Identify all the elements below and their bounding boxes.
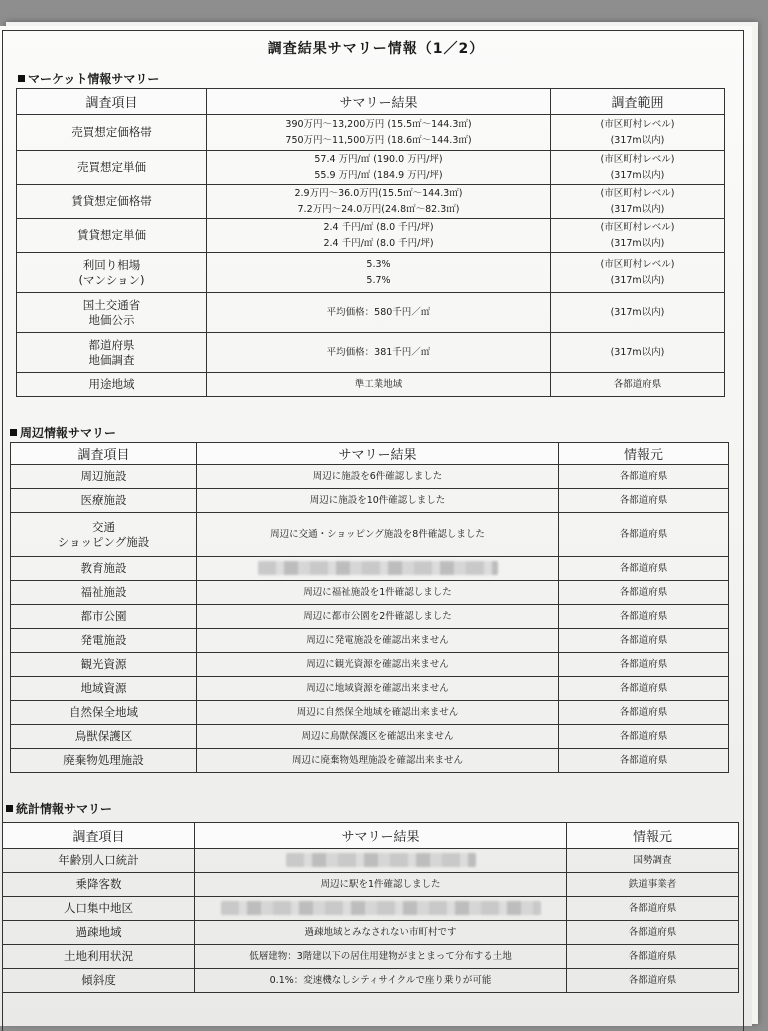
item-label: 鳥獣保護区 xyxy=(74,729,133,743)
result-line: 2.9万円～36.0万円(15.5㎡～144.3㎡) xyxy=(294,187,463,199)
result-line: 57.4 万円/㎡ (190.0 万円/坪) xyxy=(314,153,443,165)
table-row xyxy=(3,849,739,873)
item-cell xyxy=(11,725,197,749)
item-label: (マンション) xyxy=(78,272,145,287)
item-label: 利回り相場 xyxy=(82,257,141,272)
item-label: 観光資源 xyxy=(80,657,127,671)
result-line: 周辺に発電施設を確認出来ません xyxy=(306,634,449,646)
source-cell xyxy=(559,465,729,489)
result-cell xyxy=(195,849,567,873)
result-cell xyxy=(197,725,559,749)
item-label: 乗降客数 xyxy=(75,877,122,891)
item-label: 地域資源 xyxy=(80,681,127,695)
source-cell xyxy=(559,701,729,725)
scope-line: (市区町村レベル) xyxy=(600,187,675,199)
source-cell xyxy=(559,653,729,677)
statistics-heading-text: 統計情報サマリー xyxy=(16,802,113,816)
source-cell xyxy=(559,677,729,701)
item-cell xyxy=(17,333,207,373)
source-line: 各都道府県 xyxy=(619,610,668,622)
bullet-square-icon xyxy=(6,805,13,812)
result-line: 2.4 千円/㎡ (8.0 千円/坪) xyxy=(323,237,434,249)
result-cell xyxy=(197,513,559,557)
scope-line: (市区町村レベル) xyxy=(600,118,675,130)
item-label: 医療施設 xyxy=(80,493,127,507)
item-label: 周辺施設 xyxy=(80,469,127,483)
source-cell xyxy=(559,513,729,557)
item-label: 国土交通省 xyxy=(82,297,141,312)
statistics-table xyxy=(2,822,739,993)
table-row xyxy=(17,253,725,293)
item-cell xyxy=(3,873,195,897)
item-label: 年齢別人口統計 xyxy=(58,853,139,867)
header-result: サマリー結果 xyxy=(207,89,551,115)
result-cell xyxy=(207,373,551,397)
result-line: 過疎地域とみなされない市町村です xyxy=(304,926,457,938)
result-cell xyxy=(197,605,559,629)
header-item: 調査項目 xyxy=(11,443,197,465)
scope-cell xyxy=(551,333,725,373)
item-cell xyxy=(11,629,197,653)
item-cell xyxy=(17,373,207,397)
table-row xyxy=(11,725,729,749)
result-cell xyxy=(195,897,567,921)
market-section-heading xyxy=(18,70,159,87)
result-cell xyxy=(207,185,551,219)
header-result: サマリー結果 xyxy=(195,823,567,849)
item-cell xyxy=(3,897,195,921)
table-row xyxy=(11,513,729,557)
scope-line: (317m以内) xyxy=(610,346,665,358)
report-sheet xyxy=(0,26,752,1026)
source-cell xyxy=(567,921,739,945)
surroundings-header-row xyxy=(11,443,729,465)
result-line: 低層建物：3階建以下の居住用建物がまとまって分布する土地 xyxy=(249,950,512,962)
result-cell xyxy=(195,969,567,993)
result-line: 周辺に駅を1件確認しました xyxy=(320,878,441,890)
redacted-text xyxy=(286,853,476,867)
item-label: 売買想定価格帯 xyxy=(71,125,152,139)
result-line: 7.2万円～24.0万円(24.8㎡～82.3㎡) xyxy=(297,203,460,215)
item-label: 売買想定単価 xyxy=(77,160,146,174)
market-table xyxy=(16,88,725,397)
source-line: 各都道府県 xyxy=(619,706,668,718)
header-item: 調査項目 xyxy=(3,823,195,849)
scope-line: (317m以内) xyxy=(610,306,665,318)
item-label: 地価調査 xyxy=(88,352,135,367)
item-cell xyxy=(3,945,195,969)
item-label: 福祉施設 xyxy=(80,585,127,599)
item-label: 都道府県 xyxy=(88,337,135,352)
table-row xyxy=(17,115,725,151)
statistics-header-row xyxy=(3,823,739,849)
scope-line: (317m以内) xyxy=(610,274,665,286)
source-line: 各都道府県 xyxy=(619,562,668,574)
statistics-section-heading xyxy=(6,800,112,817)
table-row xyxy=(17,185,725,219)
table-row xyxy=(11,605,729,629)
item-cell xyxy=(3,921,195,945)
item-cell xyxy=(11,465,197,489)
item-cell xyxy=(11,605,197,629)
market-header-row xyxy=(17,89,725,115)
item-cell xyxy=(11,653,197,677)
result-line: 周辺に廃棄物処理施設を確認出来ません xyxy=(291,754,463,766)
table-row xyxy=(17,293,725,333)
result-line: 周辺に自然保全地域を確認出来ません xyxy=(296,706,459,718)
bullet-square-icon xyxy=(18,75,25,82)
header-source: 情報元 xyxy=(567,823,739,849)
surroundings-section-heading xyxy=(10,424,116,441)
result-cell xyxy=(197,749,559,773)
table-row xyxy=(11,489,729,513)
result-line: 0.1%：変速機なしシティサイクルで座り乗りが可能 xyxy=(269,974,492,986)
item-cell xyxy=(17,219,207,253)
result-line: 平均価格：580千円／㎡ xyxy=(326,306,431,318)
table-row xyxy=(17,219,725,253)
source-cell xyxy=(559,489,729,513)
item-label: ショッピング施設 xyxy=(57,534,150,549)
result-line: 5.7% xyxy=(366,274,391,286)
scope-cell xyxy=(551,373,725,397)
surroundings-table xyxy=(10,442,729,773)
scope-line: 各都道府県 xyxy=(613,378,662,390)
result-cell xyxy=(195,921,567,945)
table-row xyxy=(17,373,725,397)
page-title: 調査結果サマリー情報（1／2） xyxy=(267,41,485,57)
item-cell xyxy=(11,677,197,701)
table-row xyxy=(17,151,725,185)
table-row xyxy=(3,873,739,897)
source-line: 各都道府県 xyxy=(628,950,677,962)
header-scope: 調査範囲 xyxy=(551,89,725,115)
source-line: 各都道府県 xyxy=(619,470,668,482)
result-cell xyxy=(207,293,551,333)
source-cell xyxy=(567,969,739,993)
result-line: 390万円～13,200万円 (15.5㎡～144.3㎡) xyxy=(285,118,472,130)
result-line: 5.3% xyxy=(366,258,391,270)
item-label: 賃貸想定単価 xyxy=(77,228,146,242)
scope-cell xyxy=(551,115,725,151)
table-row xyxy=(17,333,725,373)
scope-line: (317m以内) xyxy=(610,169,665,181)
item-label: 発電施設 xyxy=(80,633,127,647)
source-line: 国勢調査 xyxy=(633,854,672,866)
header-result: サマリー結果 xyxy=(197,443,559,465)
item-label: 用途地域 xyxy=(88,377,135,391)
source-cell xyxy=(559,749,729,773)
source-cell xyxy=(559,629,729,653)
item-label: 土地利用状況 xyxy=(64,949,133,963)
result-line: 周辺に都市公園を2件確認しました xyxy=(303,610,452,622)
result-line: 750万円～11,500万円 (18.6㎡～144.3㎡) xyxy=(285,134,472,146)
source-line: 鉄道事業者 xyxy=(628,878,677,890)
item-cell xyxy=(11,489,197,513)
table-row xyxy=(11,629,729,653)
item-label: 交通 xyxy=(92,519,115,534)
result-line: 周辺に地域資源を確認出来ません xyxy=(306,682,449,694)
result-cell xyxy=(207,219,551,253)
scope-line: (317m以内) xyxy=(610,237,665,249)
source-line: 各都道府県 xyxy=(619,754,668,766)
item-cell xyxy=(17,115,207,151)
result-cell xyxy=(197,653,559,677)
result-cell xyxy=(197,581,559,605)
bullet-square-icon xyxy=(10,429,17,436)
source-line: 各都道府県 xyxy=(619,658,668,670)
item-cell xyxy=(11,581,197,605)
item-label: 教育施設 xyxy=(80,561,127,575)
item-cell xyxy=(11,557,197,581)
table-row xyxy=(11,581,729,605)
item-label: 過疎地域 xyxy=(75,925,122,939)
item-cell xyxy=(3,849,195,873)
source-line: 各都道府県 xyxy=(619,586,668,598)
table-row xyxy=(11,677,729,701)
market-heading-text: マーケット情報サマリー xyxy=(28,72,160,86)
item-label: 人口集中地区 xyxy=(64,901,133,915)
result-line: 準工業地域 xyxy=(354,378,403,390)
item-cell xyxy=(11,701,197,725)
result-line: 2.4 千円/㎡ (8.0 千円/坪) xyxy=(323,221,434,233)
item-label: 傾斜度 xyxy=(81,973,116,987)
scope-cell xyxy=(551,293,725,333)
item-cell xyxy=(17,185,207,219)
source-line: 各都道府県 xyxy=(628,926,677,938)
item-label: 都市公園 xyxy=(80,609,127,623)
item-label: 賃貸想定価格帯 xyxy=(71,194,152,208)
result-line: 平均価格：381千円／㎡ xyxy=(326,346,431,358)
source-line: 各都道府県 xyxy=(628,974,677,986)
source-line: 各都道府県 xyxy=(628,902,677,914)
item-cell xyxy=(17,151,207,185)
result-cell xyxy=(195,945,567,969)
table-row xyxy=(3,897,739,921)
table-row xyxy=(3,969,739,993)
result-cell xyxy=(197,489,559,513)
source-line: 各都道府県 xyxy=(619,634,668,646)
result-line: 周辺に鳥獣保護区を確認出来ません xyxy=(301,730,454,742)
table-row xyxy=(11,653,729,677)
surroundings-heading-text: 周辺情報サマリー xyxy=(20,426,117,440)
table-row xyxy=(11,465,729,489)
source-cell xyxy=(567,945,739,969)
result-cell xyxy=(197,557,559,581)
source-cell xyxy=(567,849,739,873)
result-line: 55.9 万円/㎡ (184.9 万円/坪) xyxy=(314,169,443,181)
item-cell xyxy=(17,253,207,293)
source-cell xyxy=(559,725,729,749)
item-cell xyxy=(11,513,197,557)
source-line: 各都道府県 xyxy=(619,730,668,742)
header-item: 調査項目 xyxy=(17,89,207,115)
scope-cell xyxy=(551,253,725,293)
header-source: 情報元 xyxy=(559,443,729,465)
result-cell xyxy=(197,701,559,725)
table-row xyxy=(3,945,739,969)
result-cell xyxy=(207,333,551,373)
redacted-text xyxy=(221,901,541,915)
redacted-text xyxy=(258,561,498,575)
result-cell xyxy=(197,629,559,653)
item-cell xyxy=(3,969,195,993)
table-row xyxy=(3,921,739,945)
source-cell xyxy=(559,605,729,629)
scope-line: (市区町村レベル) xyxy=(600,258,675,270)
result-line: 周辺に福祉施設を1件確認しました xyxy=(303,586,452,598)
item-cell xyxy=(11,749,197,773)
item-label: 自然保全地域 xyxy=(69,705,138,719)
result-cell xyxy=(197,677,559,701)
source-line: 各都道府県 xyxy=(619,682,668,694)
table-row xyxy=(11,701,729,725)
item-cell xyxy=(17,293,207,333)
scope-cell xyxy=(551,185,725,219)
scope-line: (市区町村レベル) xyxy=(600,221,675,233)
table-row xyxy=(11,557,729,581)
scope-line: (市区町村レベル) xyxy=(600,153,675,165)
scope-line: (317m以内) xyxy=(610,203,665,215)
result-cell xyxy=(207,253,551,293)
source-cell xyxy=(567,873,739,897)
result-line: 周辺に施設を6件確認しました xyxy=(312,470,443,482)
result-line: 周辺に交通・ショッピング施設を8件確認しました xyxy=(270,528,485,540)
source-cell xyxy=(567,897,739,921)
result-cell xyxy=(207,115,551,151)
result-line: 周辺に施設を10件確認しました xyxy=(309,494,446,506)
item-label: 地価公示 xyxy=(88,312,135,327)
item-label: 廃棄物処理施設 xyxy=(63,753,144,767)
table-row xyxy=(11,749,729,773)
scope-cell xyxy=(551,151,725,185)
scope-cell xyxy=(551,219,725,253)
source-line: 各都道府県 xyxy=(619,494,668,506)
result-cell xyxy=(207,151,551,185)
result-cell xyxy=(195,873,567,897)
source-line: 各都道府県 xyxy=(619,528,668,540)
result-line: 周辺に観光資源を確認出来ません xyxy=(306,658,449,670)
result-cell xyxy=(197,465,559,489)
scope-line: (317m以内) xyxy=(610,134,665,146)
source-cell xyxy=(559,557,729,581)
source-cell xyxy=(559,581,729,605)
